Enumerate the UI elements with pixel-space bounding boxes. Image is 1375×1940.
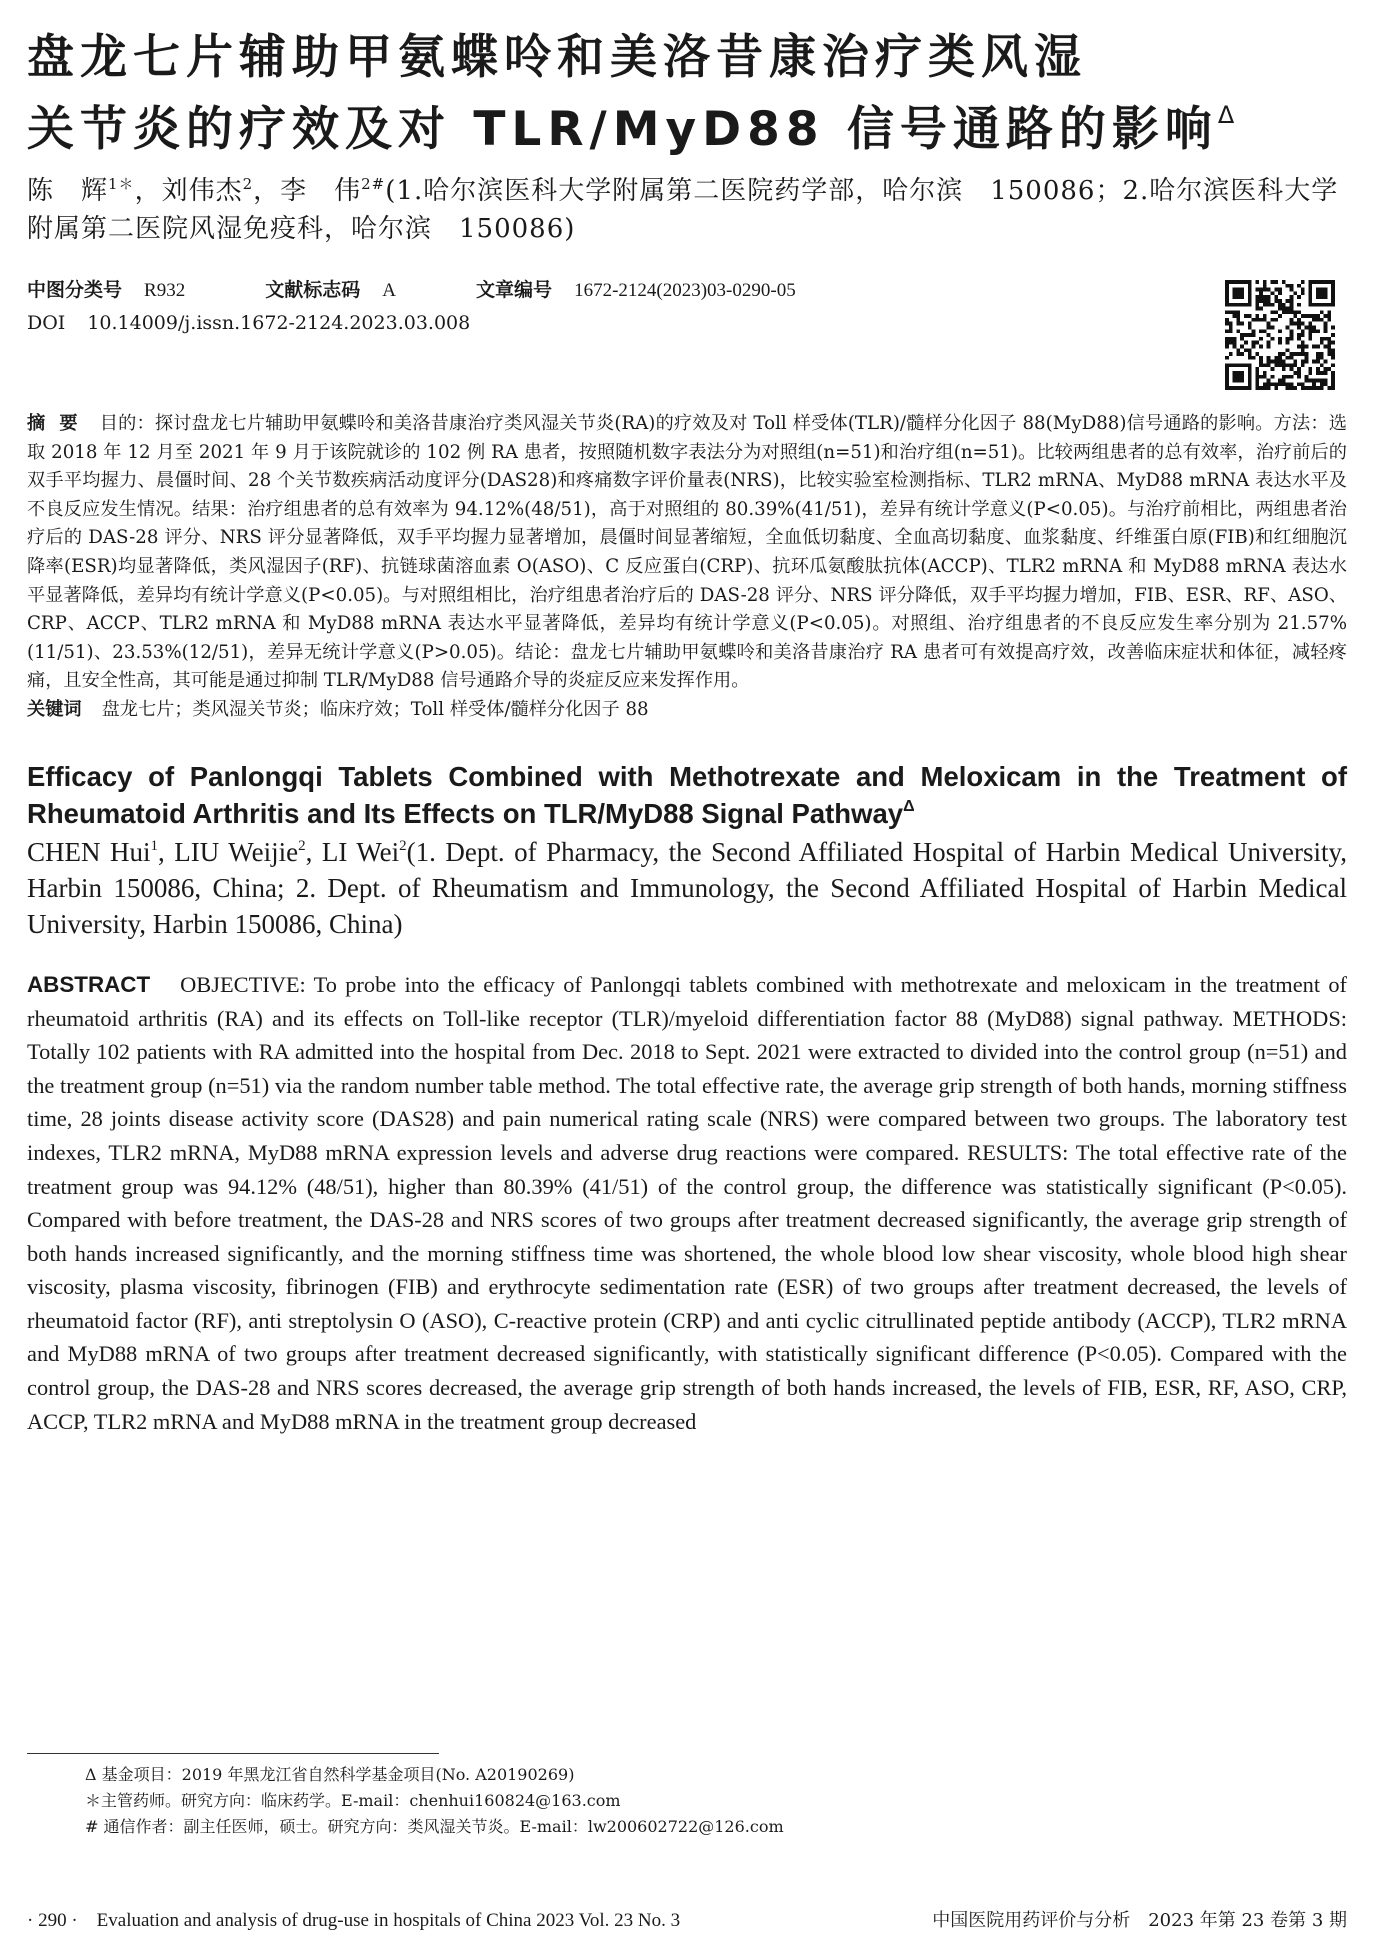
fund-mark: Δ <box>1217 101 1241 129</box>
author-li-wei-en-sup: 2 <box>399 837 407 854</box>
doi-row <box>27 307 1347 339</box>
chinese-title-line1: 盘龙七片辅助甲氨蝶呤和美洛昔康治疗类风湿 <box>27 30 1087 85</box>
author-liu-weijie-en-sup: 2 <box>298 837 306 854</box>
keywords-label: 关键词 <box>27 698 82 720</box>
footnote-divider <box>27 1753 439 1754</box>
chinese-affiliations: (1.哈尔滨医科大学附属第二医院药学部，哈尔滨 150086；2.哈尔滨医科大学附属第二医院风湿免疫科，哈尔滨 150086) <box>27 176 1339 244</box>
abstract-label: 摘要 <box>27 413 92 434</box>
english-affiliations: (1. Dept. of Pharmacy, the Second Affiliated Hospital of Harbin Medical University, Harbin 150086, China; 2. Dept. of Rheumatism and Immunology, the Second Affiliated Hospital of Harbin Medical University, Harbin 150086, China) <box>27 836 1348 939</box>
article-metadata <box>27 274 1347 406</box>
author-chen-hui-en-sup: 1 <box>150 837 159 854</box>
classification-row <box>27 274 1347 307</box>
doi-label: DOI <box>27 312 66 334</box>
english-abstract <box>27 968 1347 1438</box>
article-no-value: 1672-2124(2023)03-0290-05 <box>574 280 796 301</box>
article-no-label: 文章编号 <box>476 279 553 301</box>
chinese-abstract-text: 目的：探讨盘龙七片辅助甲氨蝶呤和美洛昔康治疗类风湿关节炎(RA)的疗效及对 Toll 样受体(TLR)/髓样分化因子 88(MyD88)信号通路的影响。方法：选取 2018 年 12 月至 2021 年 9 月于该院就诊的 102 例 RA 患者，按照随机数字表法分为对照组(n=51)和治疗组(n=51)。比较两组患者的总有效率，治疗前后的双手平均握力、晨僵时间、28 个关节数疾病活动度评分(DAS28)和疼痛数字评价量表(NRS)，比较实验室检测指标、TLR2 mRNA、MyD88 mRNA 表达水平及不良反应发生情况。结果：治疗组患者的总有效率为 94.12%(48/51)，高于对照组的 80.39%(41/51)，差异有统计学意义(P<0.05)。与治疗前相比，两组患者治疗后的 DAS-28 评分、NRS 评分显著降低，双手平均握力显著增加，晨僵时间显著缩短，全血低切黏度、全血高切黏度、血浆黏度、纤维蛋白原(FIB)和红细胞沉降率(ESR)均显著降低，类风湿因子(RF)、抗链球菌溶血素 O(ASO)、C 反应蛋白(CRP)、抗环瓜氨酸肽抗体(ACCP)、TLR2 mRNA 和 MyD88 mRNA 表达水平显著降低，差异均有统计学意义(P<0.05)。与对照组相比，治疗组患者治疗后的 DAS-28 评分、NRS 评分降低，双手平均握力增加，FIB、ESR、RF、ASO、CRP、ACCP、TLR2 mRNA 和 MyD88 mRNA 表达水平显著降低，差异均有统计学意义(P<0.05)。对照组、治疗组患者的不良反应发生率分别为 21.57%(11/51)、23.53%(12/51)，差异无统计学意义(P>0.05)。结论：盘龙七片辅助甲氨蝶呤和美洛昔康治疗 RA 患者可有效提高疗效，改善临床症状和体征，减轻疼痛，且安全性高，其可能是通过抑制 TLR/MyD88 信号通路介导的炎症反应来发挥作用。 <box>27 413 1347 692</box>
author-li-wei-sup: 2# <box>361 175 386 193</box>
clc-label: 中图分类号 <box>27 279 123 301</box>
doc-code-label: 文献标志码 <box>265 279 361 301</box>
clc-value: R932 <box>144 280 186 301</box>
author-liu-weijie-en: , LIU Weijie <box>158 836 299 867</box>
author-chen-hui-en: CHEN Hui <box>27 836 151 867</box>
author-liu-weijie-sup: 2 <box>242 175 254 193</box>
author-chen-hui-sup: 1＊ <box>108 175 135 193</box>
author-liu-weijie: ，刘伟杰 <box>134 176 243 206</box>
doi-value[interactable]: 10.14009/j.issn.1672-2124.2023.03.008 <box>87 312 471 334</box>
english-abstract-label: ABSTRACT <box>27 971 151 997</box>
doc-code-value: A <box>382 280 396 301</box>
chinese-title <box>27 22 1347 166</box>
author-li-wei: ，李 伟 <box>253 176 362 206</box>
chinese-title-line2: 关节炎的疗效及对 TLR/MyD88 信号通路的影响 <box>27 102 1218 157</box>
footnotes <box>85 1762 784 1840</box>
english-abstract-text: OBJECTIVE: To probe into the efficacy of Panlongqi tablets combined with methotrexate and meloxicam in the treatment of rheumatoid arthritis (RA) and its effects on Toll-like receptor (TLR)/myeloid differentiation factor 88 (MyD88) signal pathway. METHODS: Totally 102 patients with RA admitted into the hospital from Dec. 2018 to Sept. 2021 were extracted to divided into the control group (n=51) and the treatment group (n=51) via the random number table method. The total effective rate, the average grip strength of both hands, morning stiffness time, 28 joints disease activity score (DAS28) and pain numerical rating scale (NRS) were compared between two groups. The laboratory test indexes, TLR2 mRNA, MyD88 mRNA expression levels and adverse drug reactions were compared. RESULTS: The total effective rate of the treatment group was 94.12% (48/51), higher than 80.39% (41/51) of the control group, the difference was statistically significant (P<0.05). Compared with before treatment, the DAS-28 and NRS scores of two groups after treatment decreased significantly, the average grip strength of both hands increased significantly, and the morning stiffness time was shortened, the whole blood low shear viscosity, whole blood high shear viscosity, plasma viscosity, fibrinogen (FIB) and erythrocyte sedimentation rate (ESR) of two groups after treatment decreased, the levels of rheumatoid factor (RF), anti streptolysin O (ASO), C-reactive protein (CRP) and anti cyclic citrullinated peptide antibody (ACCP), TLR2 mRNA and MyD88 mRNA of two groups after treatment decreased significantly, with statistically significant difference (P<0.05). Compared with the control group, the DAS-28 and NRS scores decreased, the average grip strength of both hands increased, the levels of FIB, ESR, RF, ASO, CRP, ACCP, TLR2 mRNA and MyD88 mRNA in the treatment group decreased <box>27 971 1347 1434</box>
english-title <box>27 758 1347 832</box>
keywords-text: 盘龙七片；类风湿关节炎；临床疗效；Toll 样受体/髓样分化因子 88 <box>101 698 649 720</box>
qr-code-icon[interactable] <box>1225 280 1335 390</box>
chinese-keywords <box>27 696 1347 724</box>
english-fund-mark: Δ <box>903 797 915 815</box>
footer-journal-en: · 290 · Evaluation and analysis of drug-use in hospitals of China 2023 Vol. 23 No. 3 <box>27 1910 681 1931</box>
corresponding-author-footnote: # 通信作者：副主任医师，硕士。研究方向：类风湿关节炎。E-mail：lw200602722@126.com <box>85 1817 784 1836</box>
english-authors <box>27 834 1347 942</box>
article-page <box>27 22 1348 1931</box>
author-li-wei-en: , LI Wei <box>305 836 400 867</box>
english-title-text: Efficacy of Panlongqi Tablets Combined with Methotrexate and Meloxicam in the Treatment of Rheumatoid Arthritis and Its Effects on TLR/MyD88 Signal Pathway <box>27 760 1347 829</box>
fund-footnote: Δ 基金项目：2019 年黑龙江省自然科学基金项目(No. A20190269) <box>85 1765 575 1784</box>
first-author-footnote: ＊主管药师。研究方向：临床药学。E-mail：chenhui160824@163.com <box>85 1791 621 1810</box>
footer-journal-cn: 中国医院用药评价与分析 2023 年第 23 卷第 3 期 <box>932 1910 1347 1931</box>
chinese-authors <box>27 172 1347 248</box>
chinese-abstract <box>27 410 1347 696</box>
author-chen-hui: 陈 辉 <box>27 176 109 206</box>
